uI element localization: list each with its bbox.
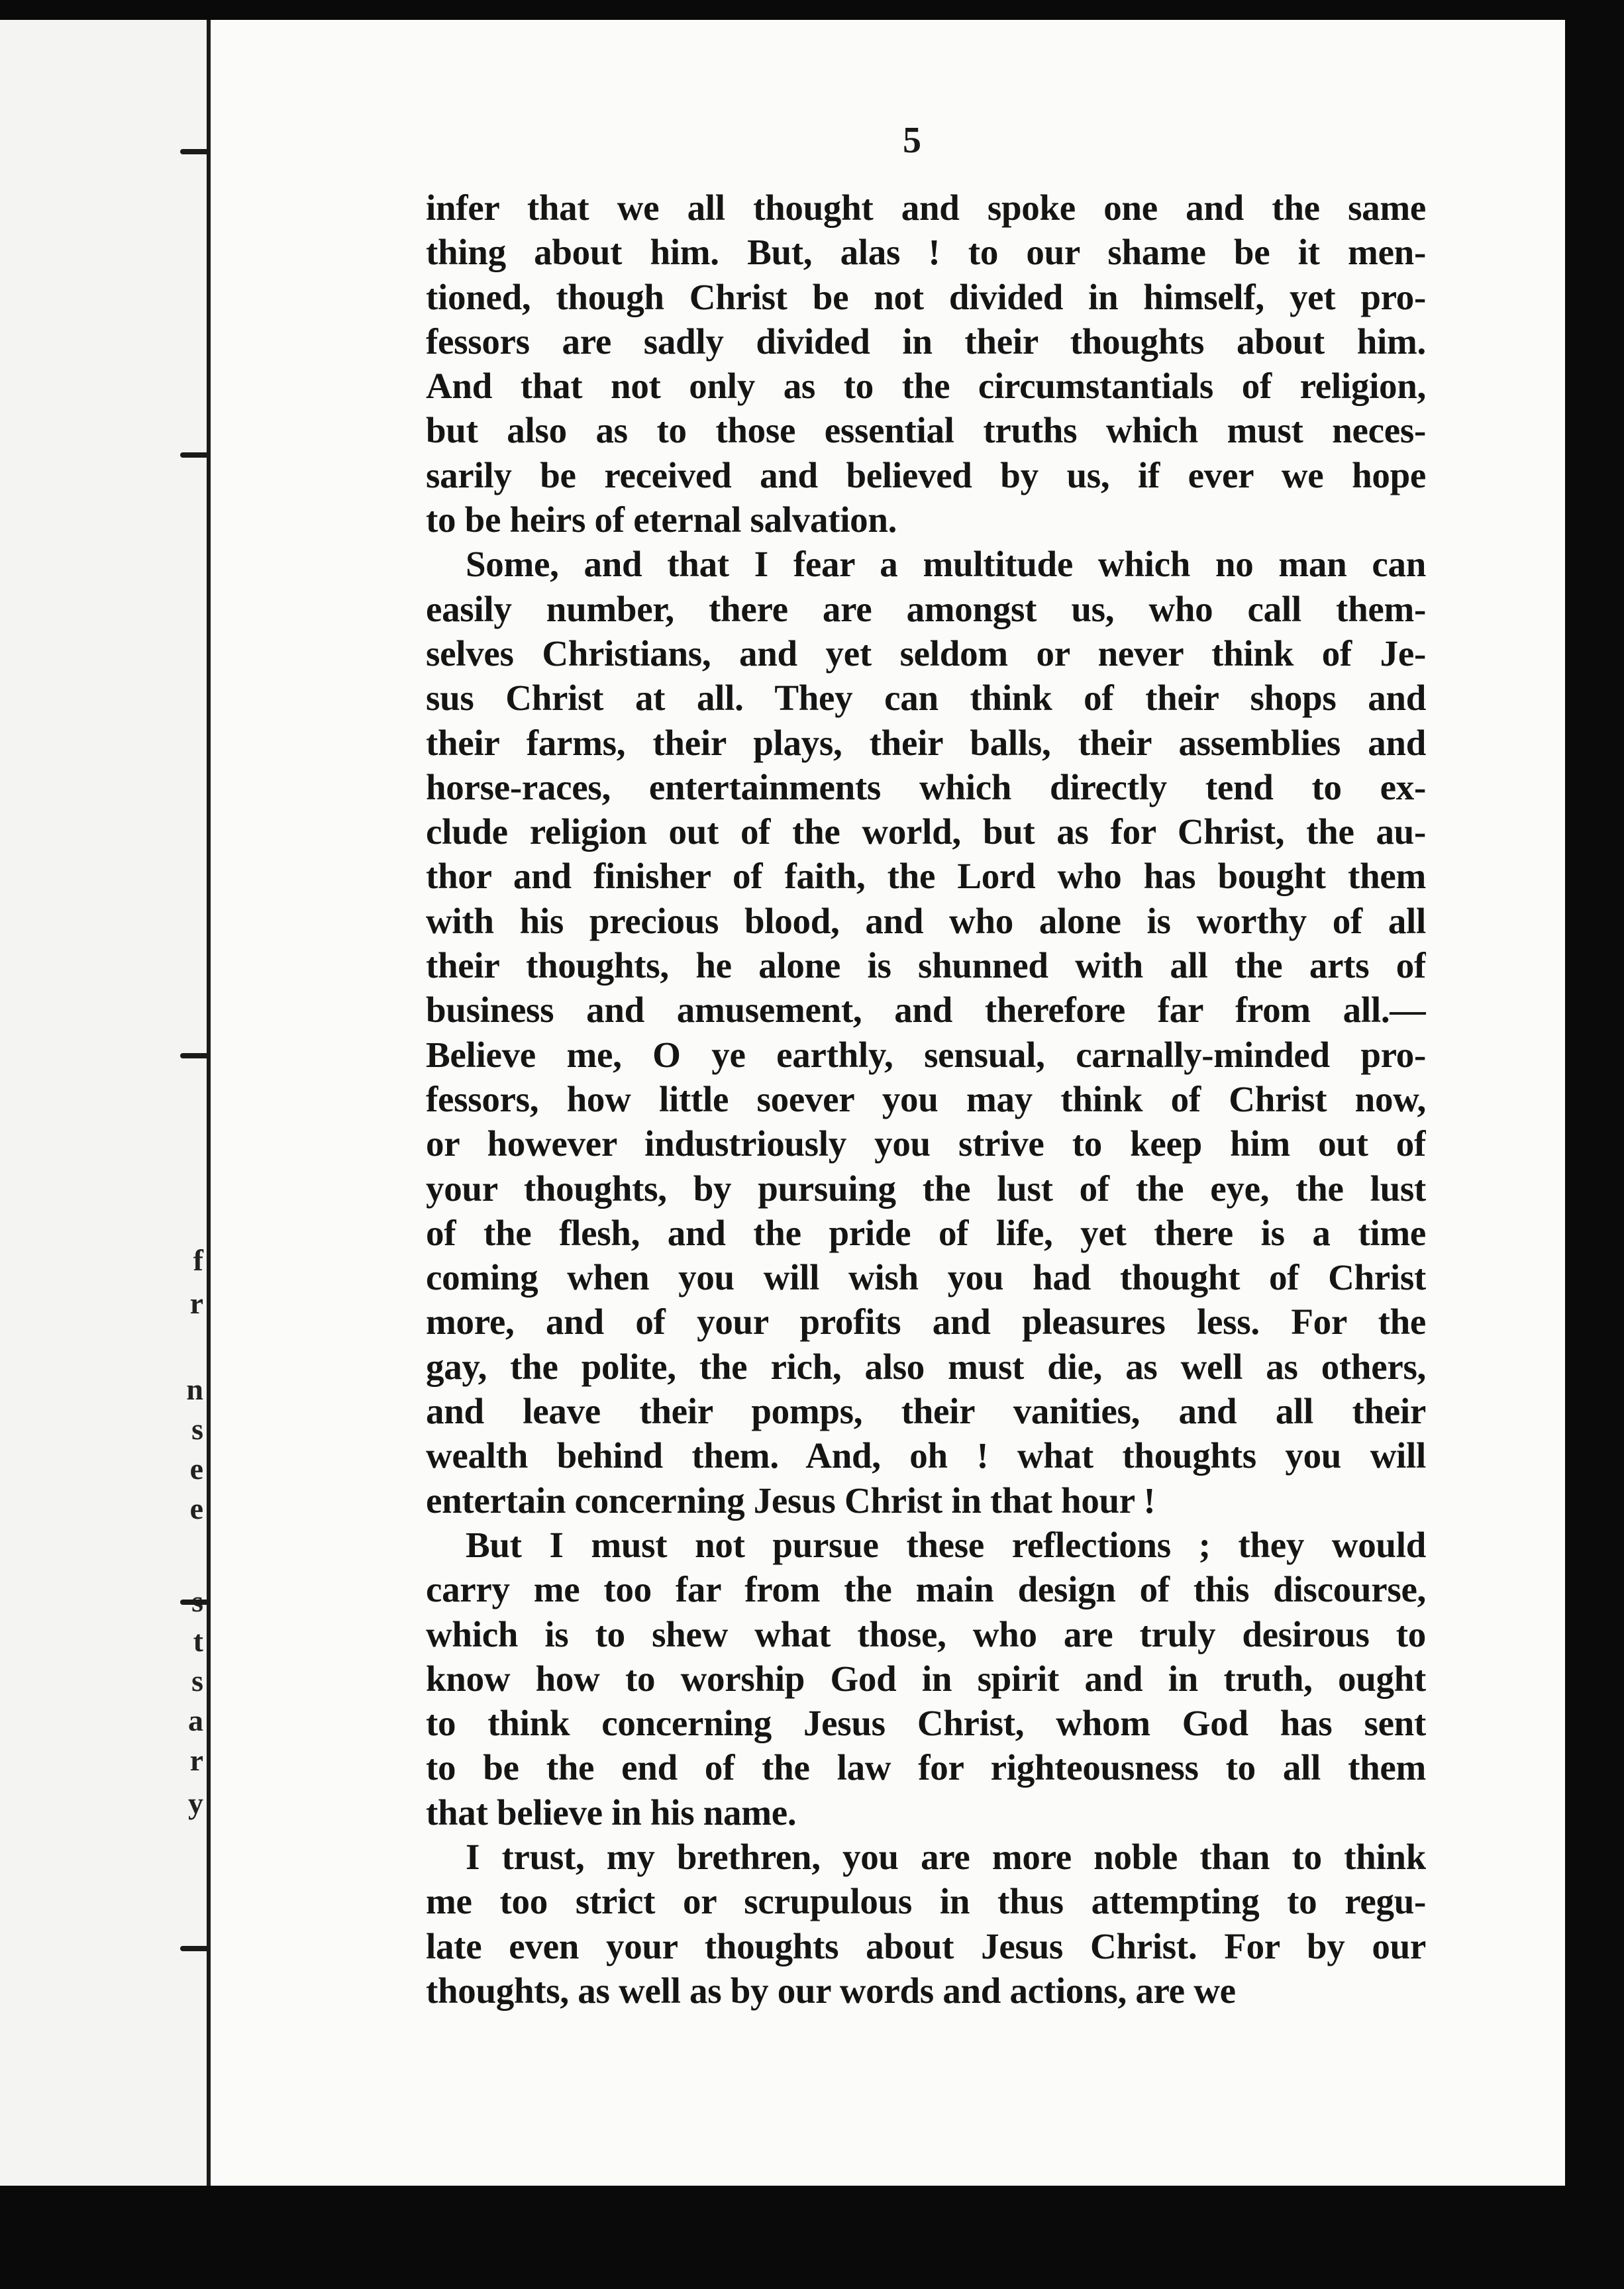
text-line: and leave their pomps, their vanities, and all their <box>426 1391 1426 1432</box>
body-text <box>426 185 1426 2013</box>
text-line: clude religion out of the world, but as for Christ, the au- <box>426 811 1426 852</box>
text-line: to be heirs of eternal salvation. <box>426 499 897 540</box>
text-line: sus Christ at all. They can think of their shops and <box>426 678 1426 719</box>
text-line: thoughts, as well as by our words and actions, are we <box>426 1970 1236 2011</box>
text-line: more, and of your profits and pleasures less. For the <box>426 1301 1426 1343</box>
text-line: And that not only as to the circumstantials of religion, <box>426 366 1426 407</box>
facing-page-letter: r <box>189 1743 203 1777</box>
text-line: me too strict or scrupulous in thus attempting to regu- <box>426 1881 1426 1922</box>
text-line: their farms, their plays, their balls, their assemblies and <box>426 722 1426 763</box>
paragraph <box>426 185 1426 542</box>
facing-page-letter: n <box>186 1372 203 1406</box>
text-line: selves Christians, and yet seldom or never think of Je- <box>426 633 1426 674</box>
text-line: business and amusement, and therefore far from all.— <box>426 990 1426 1031</box>
text-line: Believe me, O ye earthly, sensual, carnally-minded pro- <box>426 1034 1426 1075</box>
text-line: their thoughts, he alone is shunned with all the arts of <box>426 945 1426 986</box>
text-line: entertain concerning Jesus Christ in that hour ! <box>426 1480 1156 1521</box>
book-page <box>211 20 1565 2186</box>
paragraph <box>426 542 1426 1523</box>
text-line: which is to shew what those, who are truly desirous to <box>426 1613 1426 1654</box>
text-line: fessors are sadly divided in their thoughts about him. <box>426 321 1426 362</box>
text-line: to be the end of the law for righteousness to all them <box>426 1747 1426 1788</box>
facing-page-edge <box>0 20 209 2186</box>
paragraph <box>426 1835 1426 2013</box>
text-line: I trust, my brethren, you are more noble than to think <box>466 1836 1426 1877</box>
text-line: But I must not pursue these reflections ; they would <box>466 1524 1426 1565</box>
text-line: of the flesh, and the pride of life, yet there is a time <box>426 1212 1426 1253</box>
text-line: wealth behind them. And, oh ! what thoughts you will <box>426 1435 1426 1476</box>
facing-page-letter: s <box>191 1664 203 1698</box>
text-line: or however industriously you strive to keep him out of <box>426 1123 1426 1164</box>
facing-page-letter: t <box>193 1624 203 1658</box>
text-line: tioned, though Christ be not divided in himself, yet pro- <box>426 276 1426 317</box>
text-line: thing about him. But, alas ! to our shame be it men- <box>426 232 1426 273</box>
text-line: fessors, how little soever you may think of Christ now, <box>426 1078 1426 1119</box>
facing-page-letter: a <box>188 1704 203 1737</box>
facing-page-letter: y <box>188 1786 203 1820</box>
text-line: sarily be received and believed by us, if ever we hope <box>426 454 1426 495</box>
scan-bottom-margin <box>0 2186 1624 2289</box>
text-line: to think concerning Jesus Christ, whom God has sent <box>426 1703 1426 1744</box>
text-line: gay, the polite, the rich, also must die, as well as others, <box>426 1346 1426 1387</box>
text-line: coming when you will wish you had thought of Christ <box>426 1257 1426 1298</box>
text-line: but also as to those essential truths which must neces- <box>426 410 1426 451</box>
facing-page-letter: r <box>189 1286 203 1320</box>
text-line: easily number, there are amongst us, who call them- <box>426 588 1426 629</box>
facing-page-letter: e <box>189 1492 203 1525</box>
text-line: that believe in his name. <box>426 1792 797 1833</box>
text-line: with his precious blood, and who alone is worthy of all <box>426 900 1426 941</box>
facing-page-letters <box>177 20 203 2186</box>
text-line: carry me too far from the main design of this discourse, <box>426 1569 1426 1610</box>
text-line: your thoughts, by pursuing the lust of the eye, the lust <box>426 1168 1426 1209</box>
text-line: Some, and that I fear a multitude which no man can <box>466 544 1426 585</box>
paragraph <box>426 1523 1426 1835</box>
text-line: horse-races, entertainments which directly tend to ex- <box>426 766 1426 807</box>
text-line: know how to worship God in spirit and in truth, ought <box>426 1658 1426 1699</box>
text-line: infer that we all thought and spoke one and the same <box>426 187 1426 228</box>
text-line: late even your thoughts about Jesus Christ. For by our <box>426 1925 1426 1966</box>
facing-page-letter: e <box>189 1452 203 1486</box>
facing-page-letter: f <box>193 1243 203 1277</box>
text-line: thor and finisher of faith, the Lord who has bought them <box>426 856 1426 897</box>
page-number: 5 <box>903 120 921 161</box>
facing-page-letter: s <box>191 1412 203 1446</box>
